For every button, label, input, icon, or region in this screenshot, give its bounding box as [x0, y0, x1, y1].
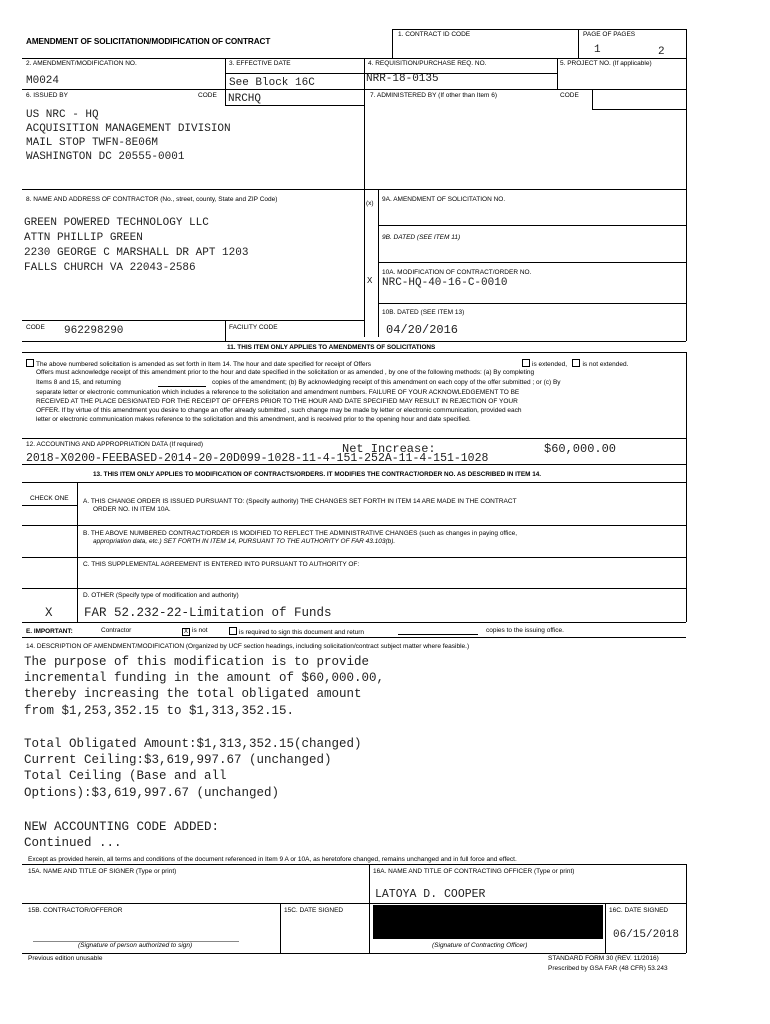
- item13-c-line: C. THIS SUPPLEMENTAL AGREEMENT IS ENTERED INTO PURSUANT TO AUTHORITY OF:: [83, 561, 360, 568]
- item13-title: 13. THIS ITEM ONLY APPLIES TO MODIFICATION OF CONTRACTS/ORDERS. IT MODIFIES THE CONTRACT/ORDER NO. AS DESCRIBED IN ITEM 14.: [93, 471, 542, 478]
- contractor-15b-label: 15B. CONTRACTOR/OFFEROR: [28, 907, 123, 914]
- description-line-9: Options):$3,619,997.67 (unchanged): [24, 786, 280, 800]
- is-required-checkbox[interactable]: [229, 627, 237, 635]
- effective-date-label: 3. EFFECTIVE DATE: [229, 60, 291, 67]
- net-increase-value: $60,000.00: [544, 442, 617, 456]
- officer-signature-redaction: [373, 905, 603, 939]
- facility-code-label: FACILITY CODE: [229, 324, 278, 331]
- item11-line-4: separate letter or electronic communication which includes a reference to the solicitation and amendment numbers. FAILURE OF YOUR ACKNOWLEDGEMENT TO BE: [36, 389, 520, 396]
- item11-title: 11. THIS ITEM ONLY APPLIES TO AMENDMENTS OF SOLICITATIONS: [227, 344, 436, 351]
- except-statement: Except as provided herein, all terms and conditions of the document referenced in Item 9 A or 10A, as heretofore changed, remains unchanged and in full force and effect.: [28, 856, 517, 863]
- extension-options: [522, 359, 628, 369]
- contractor-label: 8. NAME AND ADDRESS OF CONTRACTOR (No., street, county, State and ZIP Code): [26, 196, 278, 203]
- modification-10a-label: 10A. MODIFICATION OF CONTRACT/ORDER NO.: [382, 269, 532, 276]
- previous-edition-note: Previous edition unusable: [28, 955, 103, 962]
- not-extended-checkbox[interactable]: [572, 359, 580, 367]
- date-15c-label: 15C. DATE SIGNED: [284, 907, 344, 914]
- issued-code-label: CODE: [198, 92, 217, 99]
- contractor-line-4: FALLS CHURCH VA 22043-2586: [24, 262, 196, 274]
- item13-a-line-1: A. THIS CHANGE ORDER IS ISSUED PURSUANT TO: (Specify authority) THE CHANGES SET FORTH IN ITEM 14 ARE MADE IN THE CONTRACT: [83, 498, 517, 505]
- item11-line-6: OFFER. If by virtue of this amendment you desire to change an offer already submitted , such change may be made by letter or electronic communication, provided each: [36, 407, 522, 414]
- x-column-label: (x): [366, 200, 374, 207]
- extended-checkbox[interactable]: [522, 359, 530, 367]
- requisition-label: 4. REQUISITION/PURCHASE REQ. NO.: [368, 60, 487, 67]
- officer-name: LATOYA D. COOPER: [375, 888, 486, 901]
- administered-by-label: 7. ADMINISTERED BY (If other than Item 6): [370, 92, 498, 99]
- important-is-not: [182, 627, 208, 636]
- copies-blank: [158, 386, 206, 387]
- contractor-line-3: 2230 GEORGE C MARSHALL DR APT 1203: [24, 247, 249, 259]
- important-label: E. IMPORTANT:: [26, 628, 73, 635]
- item11-line-2: Offers must acknowledge receipt of this amendment prior to the hour and date specified in the solicitation or as amended , by one of the following methods: (a) By completing: [36, 369, 535, 376]
- officer-16a-label: 16A. NAME AND TITLE OF CONTRACTING OFFICER (Type or print): [373, 868, 575, 875]
- effective-date-value: See Block 16C: [229, 77, 315, 89]
- dated-9b-label: 9B. DATED (SEE ITEM 11): [382, 234, 461, 241]
- contract-id-label: 1. CONTRACT ID CODE: [398, 31, 471, 38]
- description-label: 14. DESCRIPTION OF AMENDMENT/MODIFICATION (Organized by UCF section headings, including solicitation/contract subject matter where feasible.): [26, 643, 470, 650]
- item11-first-text: The above numbered solicitation is amended as set forth in Item 14. The hour and date specified for receipt of Offers: [36, 361, 372, 368]
- form-title: AMENDMENT OF SOLICITATION/MODIFICATION OF CONTRACT: [26, 37, 271, 46]
- issuer-address-4: WASHINGTON DC 20555-0001: [26, 151, 185, 163]
- page-of-pages-label: PAGE OF PAGES: [583, 31, 636, 38]
- solicitation-amended-checkbox[interactable]: [26, 359, 34, 367]
- description-line-3: thereby increasing the total obligated amount: [24, 687, 362, 701]
- net-increase-label: Net Increase:: [342, 442, 436, 456]
- contractor-line-1: GREEN POWERED TECHNOLOGY LLC: [24, 217, 209, 229]
- amendment-no-label: 2. AMENDMENT/MODIFICATION NO.: [26, 60, 137, 67]
- prescribed-by: Prescribed by GSA FAR (48 CFR) 53.243: [548, 965, 668, 972]
- description-line-8: Total Ceiling (Base and all: [24, 769, 227, 783]
- description-line-1: The purpose of this modification is to provide: [24, 655, 370, 669]
- signature-person-caption: (Signature of person authorized to sign): [78, 942, 193, 949]
- issuer-address-3: MAIL STOP TWFN-8E06M: [26, 137, 159, 149]
- accounting-code: 2018-X0200-FEEBASED-2014-20-20D099-1028-11-4-151-252A-11-4-151-1028: [26, 452, 489, 465]
- item13-a-line-2: ORDER NO. IN ITEM 10A.: [93, 506, 171, 513]
- date-16c-value: 06/15/2018: [613, 929, 680, 941]
- description-line-2: incremental funding in the amount of $60,000.00,: [24, 671, 385, 685]
- page-number: 1: [594, 44, 601, 56]
- important-is-required: [229, 627, 364, 637]
- standard-form-id: STANDARD FORM 30 (REV. 11/2016): [548, 955, 659, 962]
- date-16c-label: 16C. DATE SIGNED: [609, 907, 669, 914]
- description-line-11: NEW ACCOUNTING CODE ADDED:: [24, 820, 220, 834]
- signer-15a-label: 15A. NAME AND TITLE OF SIGNER (Type or print): [28, 868, 177, 875]
- modification-10a-value: NRC-HQ-40-16-C-0010: [382, 277, 508, 289]
- mod-10a-mark: X: [367, 276, 373, 285]
- important-copies: copies to the issuing office.: [486, 627, 564, 634]
- issued-by-label: 6. ISSUED BY: [26, 92, 68, 99]
- dated-10b-value: 04/20/2016: [386, 323, 459, 337]
- dated-10b-label: 10B. DATED (SEE ITEM 13): [382, 309, 465, 316]
- page-count: 2: [658, 46, 665, 58]
- contractor-code-label: CODE: [26, 324, 45, 331]
- is-not-checkbox[interactable]: X: [183, 629, 188, 635]
- important-contractor: Contractor: [101, 627, 132, 634]
- item11-line-5: RECEIVED AT THE PLACE DESIGNATED FOR THE RECEIPT OF OFFERS PRIOR TO THE HOUR AND DATE SPECIFIED MAY RESULT IN REJECTION OF YOUR: [36, 398, 518, 405]
- item13-b-line-1: B. THE ABOVE NUMBERED CONTRACT/ORDER IS MODIFIED TO REFLECT THE ADMINISTRATIVE CHANGES (such as changes in paying office,: [83, 530, 518, 537]
- is-not-text: is not: [192, 627, 208, 634]
- issuer-address-1: US NRC - HQ: [26, 109, 99, 121]
- contractor-code-value: 962298290: [64, 325, 124, 337]
- issuer-address-2: ACQUISITION MANAGEMENT DIVISION: [26, 123, 231, 135]
- item11-line-1: [26, 359, 371, 369]
- item13-d-line: D. OTHER (Specify type of modification and authority): [83, 592, 239, 599]
- is-required-text: is required to sign this document and return: [239, 629, 365, 636]
- description-line-12: Continued ...: [24, 836, 122, 850]
- issued-code-value: NRCHQ: [228, 93, 262, 105]
- item13-b-line-2: appropriation data, etc.) SET FORTH IN ITEM 14, PURSUANT TO THE AUTHORITY OF FAR 43.103(b).: [93, 538, 396, 545]
- admin-code-label: CODE: [560, 92, 579, 99]
- description-line-4: from $1,253,352.15 to $1,313,352.15.: [24, 704, 295, 718]
- item13-d-mark: X: [45, 606, 53, 620]
- return-copies-blank: [398, 634, 478, 635]
- description-line-6: Total Obligated Amount:$1,313,352.15(changed): [24, 737, 362, 751]
- accounting-label: 12. ACCOUNTING AND APPROPRIATION DATA (If required): [26, 441, 203, 448]
- requisition-value: NRR-18-0135: [366, 73, 439, 85]
- check-one-label: CHECK ONE: [30, 495, 69, 502]
- project-no-label: 5. PROJECT NO. (If applicable): [560, 60, 652, 67]
- item11-line-7: letter or electronic communication makes reference to the solicitation and this amendment, and is received prior to the opening hour and date specified.: [36, 416, 471, 423]
- signature-officer-caption: (Signature of Contracting Officer): [432, 942, 528, 949]
- amendment-no-value: M0024: [26, 75, 60, 87]
- description-line-7: Current Ceiling:$3,619,997.67 (unchanged): [24, 753, 332, 767]
- extended-text: is extended,: [532, 361, 568, 368]
- item11-line-3b: copies of the amendment; (b) By acknowledging receipt of this amendment on each copy of the offer submitted ; or (c) By: [212, 379, 561, 386]
- item13-d-value: FAR 52.232-22-Limitation of Funds: [84, 606, 332, 620]
- not-extended-text: is not extended.: [582, 361, 629, 368]
- amendment-9a-label: 9A. AMENDMENT OF SOLICITATION NO.: [382, 196, 506, 203]
- item11-line-3a: Items 8 and 15, and returning: [36, 379, 121, 386]
- contractor-line-2: ATTN PHILLIP GREEN: [24, 232, 143, 244]
